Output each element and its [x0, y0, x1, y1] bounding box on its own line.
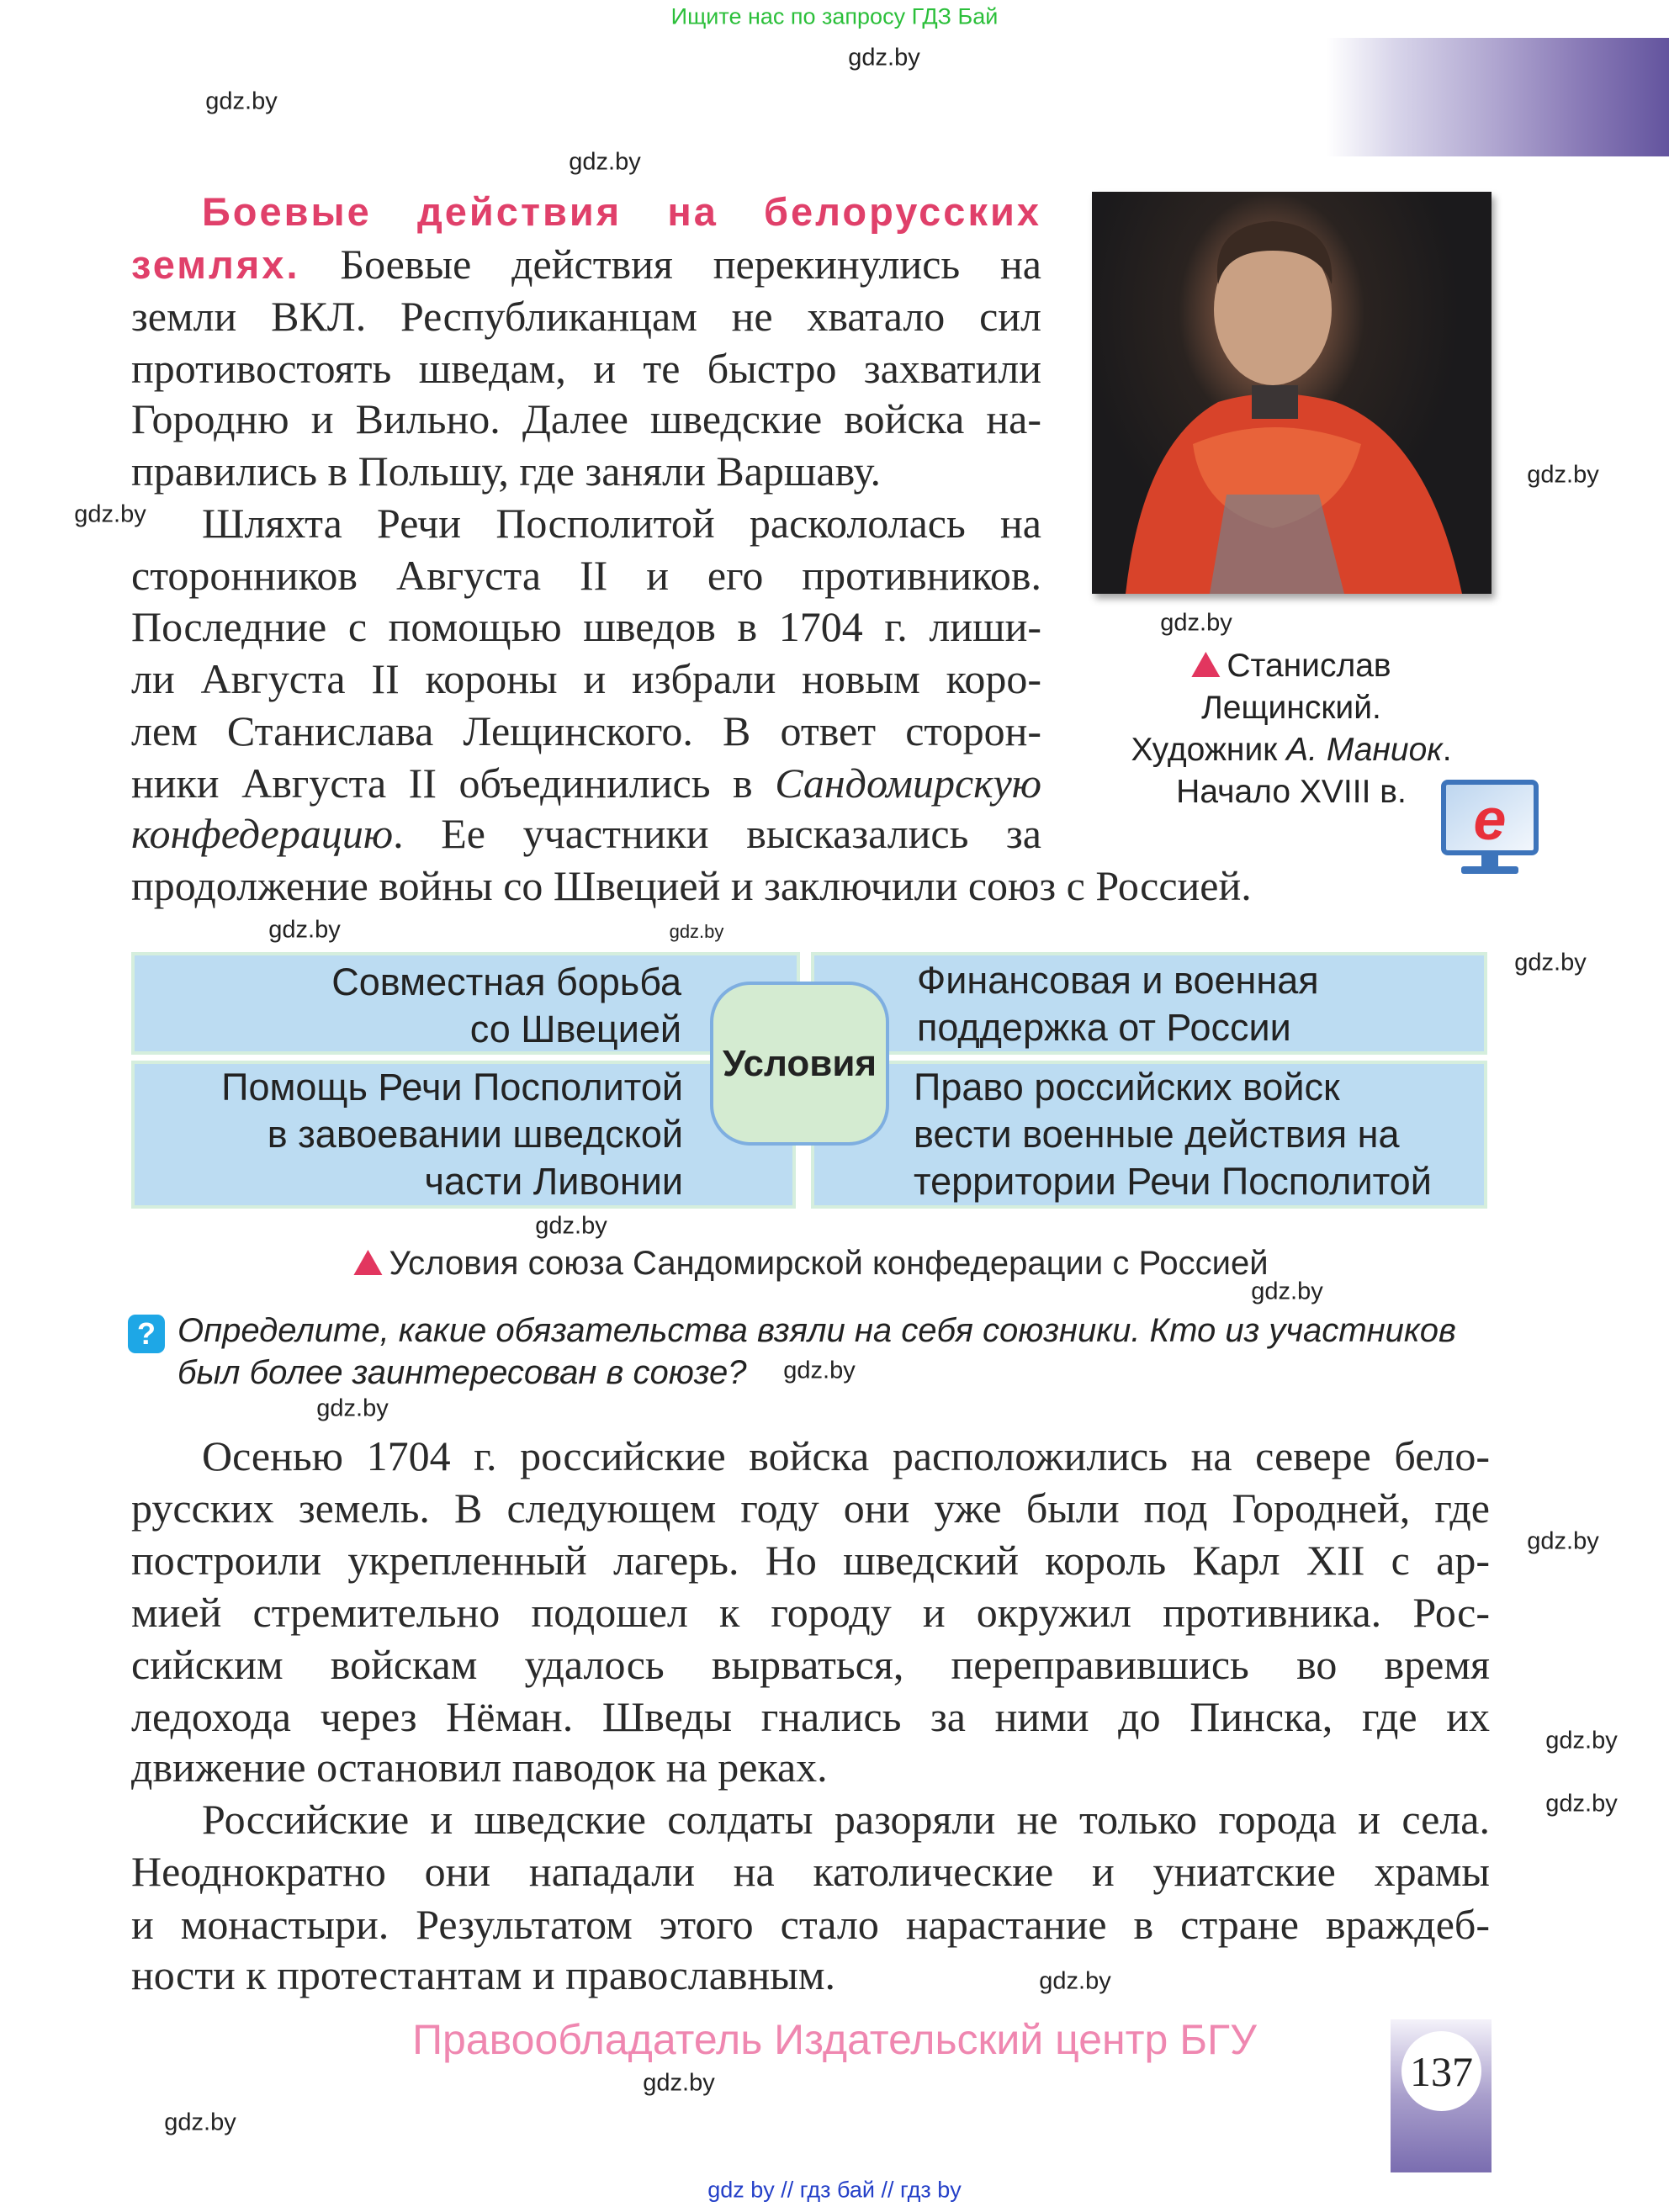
watermark: gdz.by [569, 148, 641, 176]
watermark: gdz.by [1160, 609, 1232, 637]
top-search-note: Ищите нас по запросу ГДЗ Бай [670, 3, 999, 29]
watermark: gdz.by [1514, 949, 1587, 976]
text-line: лем Станислава Лещинского. В ответ сторон- [131, 707, 1041, 754]
condition-box-military-right: Право российских войск вести военные действия на территории Речи Посполитой [811, 1061, 1487, 1209]
text-line: построили укрепленный лагерь. Но шведский король Карл XII с ар- [131, 1537, 1490, 1584]
watermark: gdz.by [316, 1394, 389, 1422]
watermark: gdz.by [669, 921, 724, 942]
question-icon: ? [128, 1315, 165, 1353]
text-line: и монастыри. Результатом этого стало нарастание в стране враждеб- [131, 1901, 1490, 1948]
watermark: gdz.by [783, 1357, 856, 1384]
portrait-caption-line: Художник А. Маниок. [1131, 732, 1452, 768]
section-heading: Боевые действия на белорусских [202, 189, 1041, 234]
watermark: gdz.by [1039, 1967, 1111, 1995]
watermark: gdz.by [164, 2109, 236, 2136]
triangle-marker-icon [353, 1250, 382, 1275]
text-line: земли ВКЛ. Республиканцам не хватало сил [131, 293, 1041, 340]
watermark: gdz.by [848, 44, 920, 71]
text-line: Шляхта Речи Посполитой раскололась на [202, 500, 1041, 547]
bottom-links[interactable]: gdz by // гдз бай // гдз by [707, 2177, 962, 2203]
text-line: Осенью 1704 г. российские войска расположились на севере бело- [202, 1432, 1490, 1479]
text-line: противостоять шведам, и те быстро захватили [131, 345, 1041, 392]
condition-box-russian-support: Финансовая и военная поддержка от России [811, 952, 1487, 1055]
question-text: был более заинтересован в союзе? [177, 1354, 747, 1391]
watermark: gdz.by [1251, 1278, 1323, 1305]
term-sandomir: Сандомирскую [775, 759, 1042, 807]
text-line: Последние с помощью шведов в 1704 г. лиши- [131, 603, 1041, 650]
watermark: gdz.by [1545, 1790, 1618, 1818]
condition-box-livonia: Помощь Речи Посполитой в завоевании шведской части Ливонии [131, 1061, 796, 1209]
text-line: сторонников Августа II и его противников. [131, 552, 1041, 599]
page-number: 137 [1401, 2031, 1481, 2111]
text-line: сийским войскам удалось вырваться, переправившись во время [131, 1641, 1490, 1688]
text-line: русских земель. В следующем году они уже были под Городней, где [131, 1484, 1490, 1532]
text-line: ледохода через Нёман. Шведы гнались за ними до Пинска, где их [131, 1693, 1490, 1740]
text-line: ли Августа II короны и избрали новым коро- [131, 655, 1041, 702]
watermark: gdz.by [205, 87, 278, 115]
text-line: Городню и Вильно. Далее шведские войска на- [131, 395, 1041, 442]
text-line: Неоднократно они нападали на католические и униатские храмы [131, 1848, 1490, 1895]
triangle-marker-icon [1191, 652, 1220, 677]
text-line: ности к протестантам и православным. [131, 1951, 836, 1998]
portrait-illustration [1092, 192, 1492, 594]
text-line: конфедерацию. Ее участники высказались за [131, 810, 1041, 857]
watermark: gdz.by [643, 2069, 715, 2097]
watermark: gdz.by [268, 916, 341, 944]
text-line: продолжение войны со Швецией и заключили союз с Россией. [131, 862, 1252, 909]
diagram-caption: Условия союза Сандомирской конфедерации с Россией [353, 1245, 1268, 1283]
term-confederation: конфедерацию [131, 810, 394, 857]
portrait-caption-line: Лещинский. [1201, 690, 1381, 726]
portrait-image [1092, 192, 1492, 594]
section-heading-cont: землях. [131, 242, 300, 287]
portrait-caption-line: Начало XVIII в. [1176, 774, 1407, 810]
watermark: gdz.by [1527, 1527, 1599, 1555]
portrait-caption-line: Станислав [1191, 648, 1391, 685]
text-line: мией стремительно подошел к городу и окружил противника. Рос- [131, 1589, 1490, 1636]
text-line: землях. Боевые действия перекинулись на [131, 241, 1041, 288]
diagram-center-label: Условия [710, 982, 889, 1146]
question-text: Определите, какие обязательства взяли на себя союзники. Кто из участников [177, 1312, 1456, 1349]
copyright-footer: Правообладатель Издательский центр БГУ [412, 2016, 1257, 2063]
text-line: правились в Польшу, где заняли Варшаву. [131, 447, 882, 495]
watermark: gdz.by [1527, 461, 1599, 489]
svg-text:e: e [1473, 786, 1507, 852]
text-line: движение остановил паводок на реках. [131, 1744, 828, 1791]
header-decoration-bar [1327, 38, 1669, 156]
artist-name: А. Маниок [1286, 732, 1443, 768]
watermark: gdz.by [1545, 1727, 1618, 1754]
electronic-resource-icon[interactable] [1439, 779, 1540, 877]
watermark: gdz.by [535, 1212, 607, 1240]
text-line: Российские и шведские солдаты разоряли не только города и села. [202, 1796, 1490, 1843]
watermark: gdz.by [74, 500, 146, 528]
condition-box-joint-fight: Совместная борьба со Швецией [131, 952, 800, 1055]
text-line: ники Августа II объединились в Сандомирскую [131, 759, 1042, 807]
